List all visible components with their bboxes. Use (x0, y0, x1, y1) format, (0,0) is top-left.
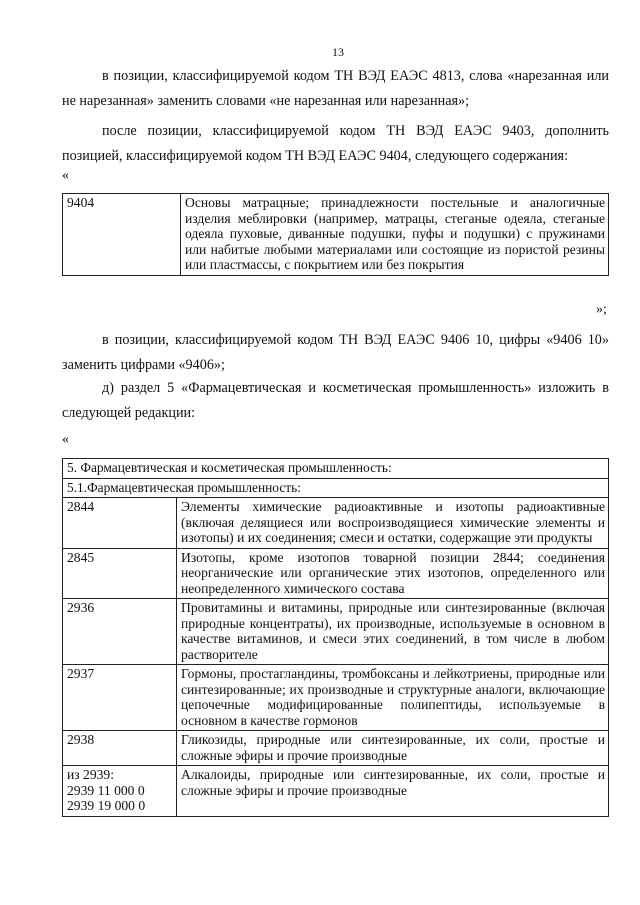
table-row (63, 731, 609, 766)
subsection-heading: 5.1.Фармацевтическая промышленность: (63, 478, 609, 498)
paragraph-amendment-9403: после позиции, классифицируемой кодом ТН ВЭД ЕАЭС 9403, дополнить позицией, классифицируемой кодом ТН ВЭД ЕАЭС 9404, следующего содержания: (62, 123, 609, 164)
table-position-9404 (62, 193, 609, 276)
opening-quote: « (62, 168, 69, 183)
description-cell: Изотопы, кроме изотопов товарной позиции 2844; соединения неорганические или органические этих изотопов, определенного или неопределенного химического состава (177, 548, 609, 599)
table-header-row (63, 478, 609, 498)
table-row (63, 548, 609, 599)
code-line: 2939 11 000 0 (67, 782, 145, 798)
closing-quote: »; (596, 302, 607, 317)
code-cell: 2844 (63, 498, 177, 549)
opening-quote: « (62, 432, 69, 447)
paragraph-section-5: д) раздел 5 «Фармацевтическая и косметическая промышленность» изложить в следующей редакции: (62, 380, 609, 421)
code-line: 2939 19 000 0 (67, 798, 146, 813)
code-cell: 2936 (63, 599, 177, 665)
code-line: из 2939: (67, 767, 115, 782)
table-row (63, 766, 609, 817)
code-cell (63, 766, 177, 817)
table-header-row (63, 459, 609, 479)
code-cell: 9404 (63, 194, 181, 276)
section-heading: 5. Фармацевтическая и косметическая промышленность: (63, 459, 609, 479)
table-section-5 (62, 458, 609, 817)
table-row (63, 194, 609, 276)
table-row (63, 498, 609, 549)
table-row (63, 599, 609, 665)
code-cell: 2937 (63, 665, 177, 731)
table-row (63, 665, 609, 731)
code-cell: 2845 (63, 548, 177, 599)
description-cell: Гормоны, простагландины, тромбоксаны и лейкотриены, природные или синтезированные; их производные и структурные аналоги, включающие цепочечные модифицированные полипептиды, используемые в основном в качестве гормонов (177, 665, 609, 731)
description-cell: Гликозиды, природные или синтезированные, их соли, простые и сложные эфиры и прочие производные (177, 731, 609, 766)
description-cell: Провитамины и витамины, природные или синтезированные (включая природные концентраты), их производные, используемые в основном в качестве витаминов, и смеси этих соединений, в том числе в любом растворителе (177, 599, 609, 665)
paragraph-amendment-9406: в позиции, классифицируемой кодом ТН ВЭД ЕАЭС 9406 10, цифры «9406 10» заменить цифрами «9406»; (62, 332, 609, 373)
description-cell: Основы матрацные; принадлежности постельные и аналогичные изделия меблировки (например, матрацы, стеганые одеяла, стеганые одеяла пуховые, диванные подушки, пуфы и подушки) с пружинами или набитые любыми материалами или состоящие из пористой резины или пластмассы, с покрытием или без покрытия (181, 194, 609, 276)
description-cell: Элементы химические радиоактивные и изотопы радиоактивные (включая делящиеся или воспроизводящиеся химические элементы и изотопы) и их соединения; смеси и остатки, содержащие эти продукты (177, 498, 609, 549)
code-cell: 2938 (63, 731, 177, 766)
page-number: 13 (332, 45, 344, 59)
description-cell: Алкалоиды, природные или синтезированные, их соли, простые и сложные эфиры и прочие производные (177, 766, 609, 817)
paragraph-amendment-4813: в позиции, классифицируемой кодом ТН ВЭД ЕАЭС 4813, слова «нарезанная или не нарезанная» заменить словами «не нарезанная или нарезанная»; (62, 68, 609, 109)
